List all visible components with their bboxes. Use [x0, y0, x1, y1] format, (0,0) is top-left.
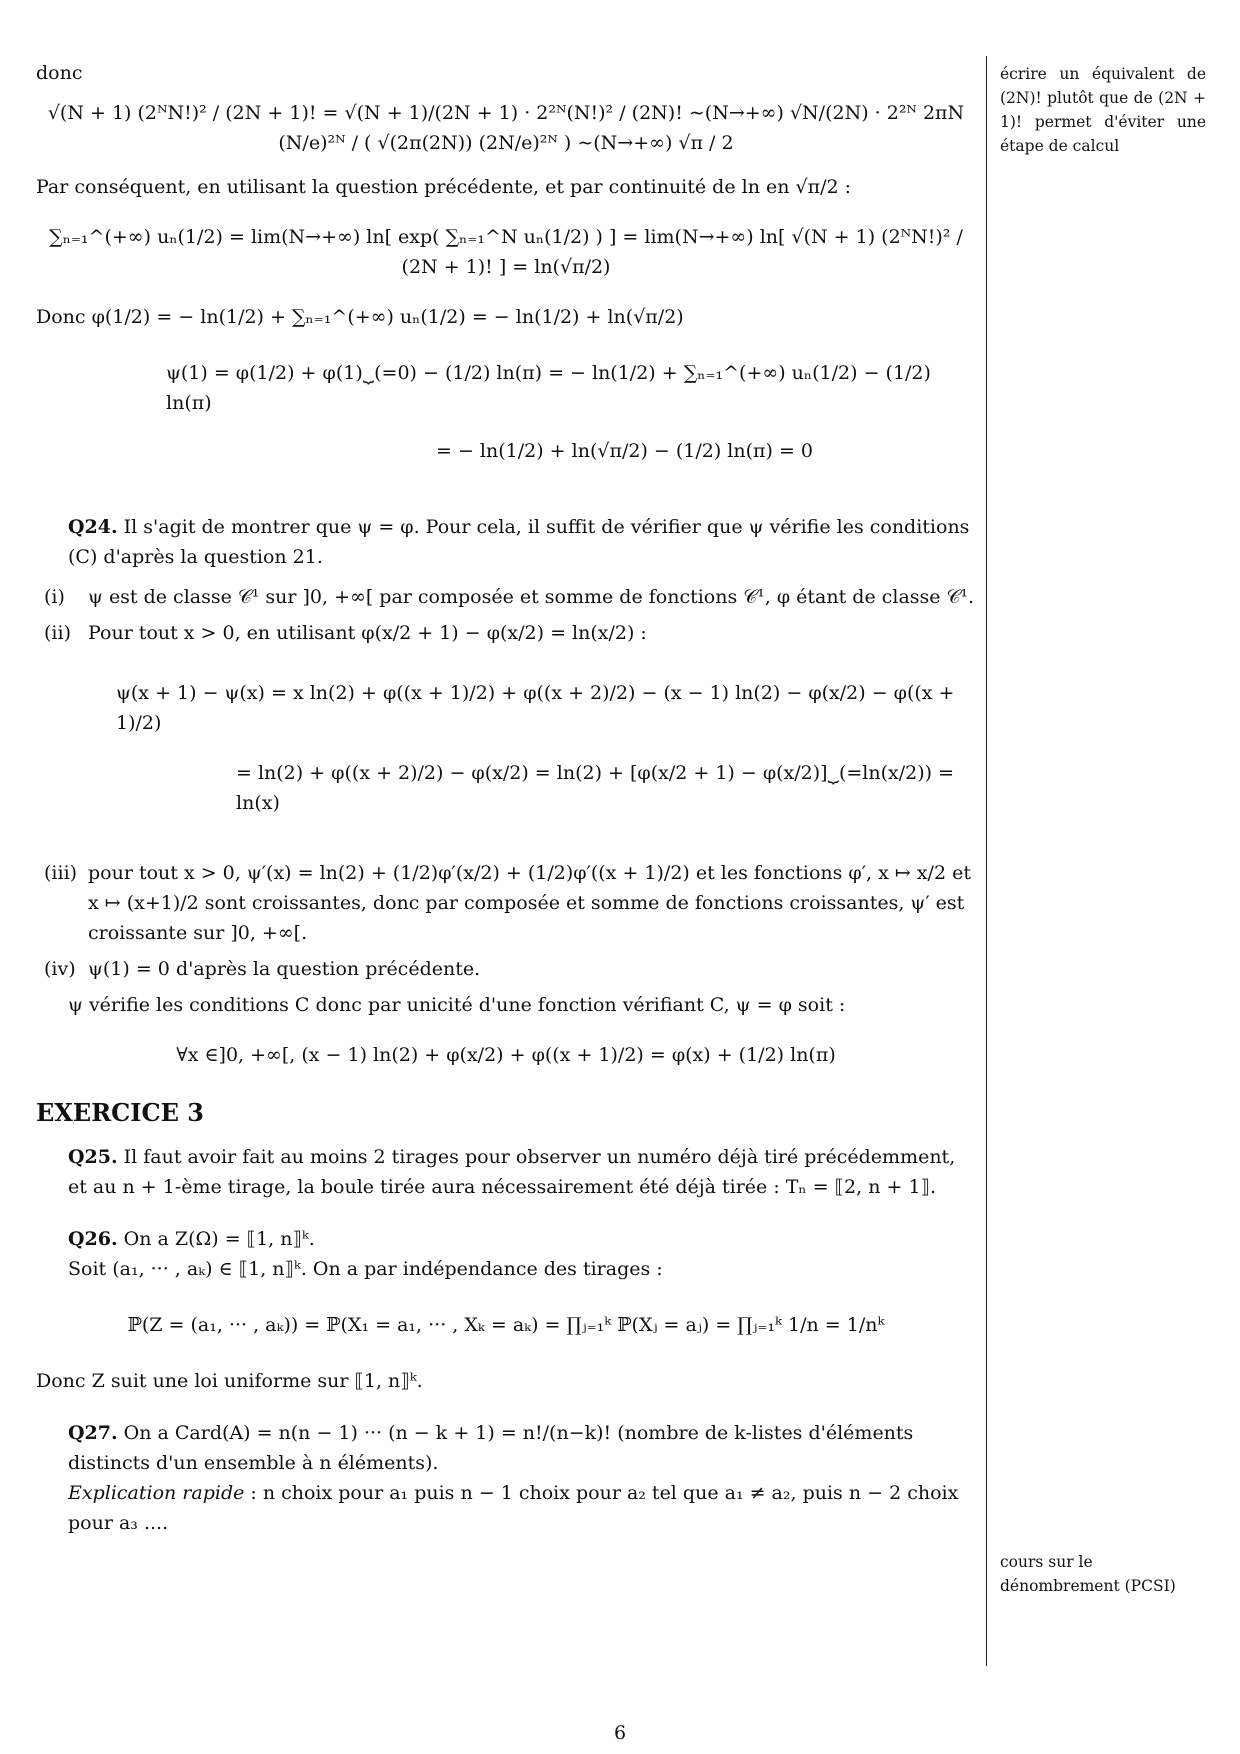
q27-explanation-label: Explication rapide [68, 1482, 245, 1504]
text-conclusion: ψ vérifie les conditions C donc par unicité d'une fonction vérifiant C, ψ = φ soit : [68, 994, 846, 1016]
equation-psi-one-a: ψ(1) = φ(1/2) + φ(1)⏟(=0) − (1/2) ln(π) = − ln(1/2) + ∑ₙ₌₁^(+∞) uₙ(1/2) − (1/2) ln(π) [166, 362, 931, 414]
condition-iii-number: (iii) [44, 862, 78, 884]
q27-text: On a Card(A) = n(n − 1) ··· (n − k + 1) = n!/(n−k)! (nombre de k-listes d'éléments distincts d'un ensemble à n éléments). [68, 1422, 914, 1474]
question-26 [36, 1224, 976, 1254]
question-24 [36, 512, 976, 572]
equation-probability: ℙ(Z = (a₁, ··· , aₖ)) = ℙ(X₁ = a₁, ··· , Xₖ = aₖ) = ∏ⱼ₌₁ᵏ ℙ(Xⱼ = aⱼ) = ∏ⱼ₌₁ᵏ 1/n = 1/nᵏ [127, 1314, 885, 1336]
q25-text: Il faut avoir fait au moins 2 tirages pour observer un numéro déjà tiré précédemment, et au n + 1-ème tirage, la boule tirée aura nécessairement été déjà tirée : Tₙ = ⟦2, n + 1⟧. [68, 1146, 956, 1198]
q25-label: Q25. [68, 1146, 118, 1168]
equation-psi-diff-a: ψ(x + 1) − ψ(x) = x ln(2) + φ((x + 1)/2) + φ((x + 2)/2) − (x − 1) ln(2) − φ(x/2) − φ((x + 1)/2) [116, 682, 955, 734]
side-note-1: écrire un équivalent de (2N)! plutôt que de (2N + 1)! permet d'éviter une étape de calcul [1000, 65, 1206, 155]
equation-phi-half: Donc φ(1/2) = − ln(1/2) + ∑ₙ₌₁^(+∞) uₙ(1/2) = − ln(1/2) + ln(√π/2) [36, 306, 684, 328]
condition-iv [36, 954, 976, 984]
text-donc: donc [36, 62, 83, 84]
page-number: 6 [613, 1722, 627, 1744]
condition-i [36, 582, 976, 612]
equation-psi-one-b: = − ln(1/2) + ln(√π/2) − (1/2) ln(π) = 0 [436, 440, 814, 462]
q26-line1: On a Z(Ω) = ⟦1, n⟧ᵏ. [123, 1228, 315, 1250]
condition-iv-text: ψ(1) = 0 d'après la question précédente. [88, 958, 481, 980]
section-heading: EXERCICE 3 [36, 1098, 204, 1127]
equation-equivalent: √(N + 1) (2ᴺN!)² / (2N + 1)! = √(N + 1)/(2N + 1) · 2²ᴺ(N!)² / (2N)! ∼(N→+∞) √N/(2N) · 2²ᴺ 2πN (N/e)²ᴺ / ( √(2π(2N)) (2N/e)²ᴺ ) ∼(N→+∞) √π / 2 [47, 102, 965, 154]
q27-label: Q27. [68, 1422, 118, 1444]
q27-explanation-text: : n choix pour a₁ puis n − 1 choix pour a₂ tel que a₁ ≠ a₂, puis n − 2 choix pour a₃ .... [68, 1482, 959, 1534]
margin-rule [986, 56, 987, 1666]
main-text [36, 58, 976, 1538]
q26-line2: Soit (a₁, ··· , aₖ) ∈ ⟦1, n⟧ᵏ. On a par indépendance des tirages : [68, 1258, 663, 1280]
condition-ii [36, 618, 976, 648]
equation-series-sum: ∑ₙ₌₁^(+∞) uₙ(1/2) = lim(N→+∞) ln[ exp( ∑ₙ₌₁^N uₙ(1/2) ) ] = lim(N→+∞) ln[ √(N + 1) (2ᴺN!)² / (2N + 1)! ] = ln(√π/2) [49, 226, 963, 278]
condition-iii [36, 858, 976, 948]
q24-text: Il s'agit de montrer que ψ = φ. Pour cela, il suffit de vérifier que ψ vérifie les conditions (C) d'après la question 21. [68, 516, 970, 568]
condition-i-text: ψ est de classe 𝒞¹ sur ]0, +∞[ par composée et somme de fonctions 𝒞¹, φ étant de classe 𝒞¹. [88, 586, 975, 608]
condition-ii-text: Pour tout x > 0, en utilisant φ(x/2 + 1) − φ(x/2) = ln(x/2) : [88, 622, 647, 644]
question-25 [36, 1142, 976, 1202]
condition-ii-number: (ii) [44, 622, 71, 644]
equation-psi-diff-b: = ln(2) + φ((x + 2)/2) − φ(x/2) = ln(2) + [φ(x/2 + 1) − φ(x/2)]⏟(=ln(x/2)) = ln(x) [236, 762, 955, 814]
q26-label: Q26. [68, 1228, 118, 1250]
condition-iii-text: pour tout x > 0, ψ′(x) = ln(2) + (1/2)φ′(x/2) + (1/2)φ′((x + 1)/2) et les fonctions φ′, x ↦ x/2 et x ↦ (x+1)/2 sont croissantes, donc par composée et somme de fonctions croissantes, ψ′ est croissante sur ]0, +∞[. [88, 862, 971, 944]
text-par-consequent: Par conséquent, en utilisant la question précédente, et par continuité de ln en √π/2 : [36, 176, 852, 198]
equation-functional: ∀x ∈]0, +∞[, (x − 1) ln(2) + φ(x/2) + φ((x + 1)/2) = φ(x) + (1/2) ln(π) [176, 1044, 836, 1066]
condition-i-number: (i) [44, 586, 65, 608]
condition-iv-number: (iv) [44, 958, 76, 980]
side-note-2: cours sur le dénombrement (PCSI) [1000, 1553, 1176, 1595]
q26-conclusion: Donc Z suit une loi uniforme sur ⟦1, n⟧ᵏ. [36, 1370, 423, 1392]
q24-label: Q24. [68, 516, 118, 538]
q27-explanation [36, 1478, 976, 1538]
question-27 [36, 1418, 976, 1478]
